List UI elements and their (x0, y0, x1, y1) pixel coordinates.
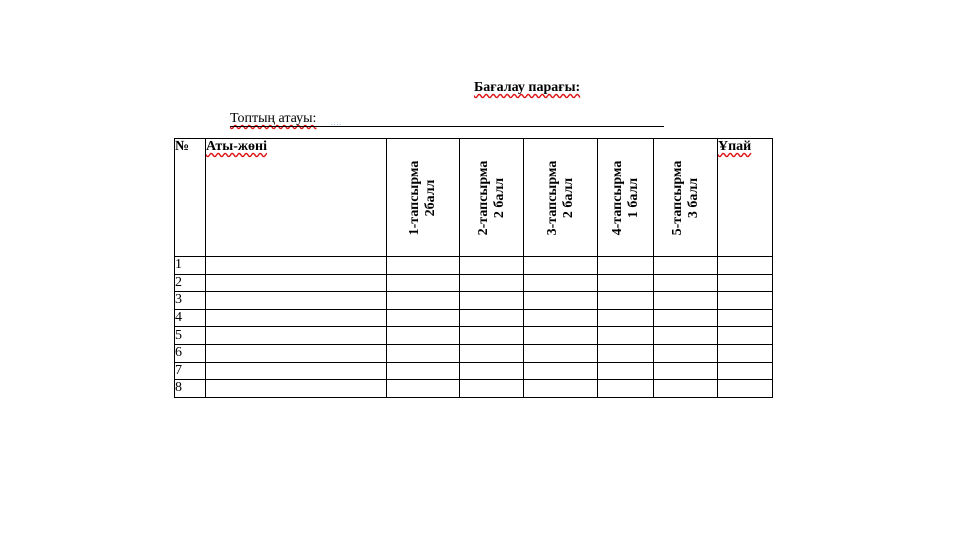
name-cell[interactable] (206, 274, 387, 292)
task-2-cell[interactable] (460, 362, 524, 380)
table-row (175, 257, 773, 275)
task-1-points: 2балл (423, 179, 438, 216)
score-cell[interactable] (718, 257, 773, 275)
name-cell[interactable] (206, 309, 387, 327)
grading-table (174, 138, 773, 398)
task-2-name: 2-тапсырма (475, 160, 491, 235)
task-3-cell[interactable] (524, 257, 598, 275)
row-number: 4 (175, 309, 206, 327)
group-name-line (230, 126, 664, 127)
score-cell[interactable] (718, 309, 773, 327)
task-2-cell[interactable] (460, 257, 524, 275)
task-3-cell[interactable] (524, 362, 598, 380)
sheet-title: Бағалау парағы: (474, 80, 581, 95)
table-row (175, 380, 773, 398)
task-5-cell[interactable] (654, 327, 718, 345)
name-cell[interactable] (206, 292, 387, 310)
row-number: 8 (175, 380, 206, 398)
task-5-cell[interactable] (654, 344, 718, 362)
score-header (718, 139, 773, 257)
row-number: 5 (175, 327, 206, 345)
task-2-cell[interactable] (460, 344, 524, 362)
table-row (175, 344, 773, 362)
task-4-cell[interactable] (598, 344, 654, 362)
table-row (175, 274, 773, 292)
task-1-cell[interactable] (387, 292, 460, 310)
task-5-header (654, 139, 718, 257)
task-2-points: 2 балл (491, 177, 507, 218)
task-5-name: 5-тапсырма (669, 160, 685, 235)
task-3-cell[interactable] (524, 274, 598, 292)
table-row (175, 309, 773, 327)
task-4-name: 4-тапсырма (609, 160, 625, 235)
row-number: 1 (175, 257, 206, 275)
task-5-cell[interactable] (654, 380, 718, 398)
task-1-cell[interactable] (387, 309, 460, 327)
row-number: 2 (175, 274, 206, 292)
task-2-cell[interactable] (460, 274, 524, 292)
number-header: № (175, 139, 206, 257)
row-number: 7 (175, 362, 206, 380)
task-5-cell[interactable] (654, 309, 718, 327)
task-4-cell[interactable] (598, 309, 654, 327)
name-cell[interactable] (206, 362, 387, 380)
task-5-cell[interactable] (654, 292, 718, 310)
task-4-points: 1 балл (625, 177, 641, 218)
score-header-label: Ұпай (718, 139, 752, 154)
task-4-header (598, 139, 654, 257)
task-4-cell[interactable] (598, 327, 654, 345)
task-1-cell[interactable] (387, 327, 460, 345)
row-number: 6 (175, 344, 206, 362)
table-row (175, 362, 773, 380)
table-row (175, 292, 773, 310)
task-5-points: 3 балл (685, 177, 701, 218)
task-3-cell[interactable] (524, 380, 598, 398)
task-4-cell[interactable] (598, 380, 654, 398)
task-1-cell[interactable] (387, 274, 460, 292)
task-5-cell[interactable] (654, 257, 718, 275)
task-5-cell[interactable] (654, 274, 718, 292)
task-1-cell[interactable] (387, 257, 460, 275)
group-name-label: Топтың атауы: (230, 111, 317, 126)
row-number: 3 (175, 292, 206, 310)
task-1-cell[interactable] (387, 380, 460, 398)
score-cell[interactable] (718, 362, 773, 380)
name-cell[interactable] (206, 327, 387, 345)
task-3-header (524, 139, 598, 257)
name-cell[interactable] (206, 344, 387, 362)
task-5-cell[interactable] (654, 362, 718, 380)
table-row (175, 327, 773, 345)
task-4-cell[interactable] (598, 274, 654, 292)
score-cell[interactable] (718, 327, 773, 345)
task-2-cell[interactable] (460, 309, 524, 327)
group-name-dots: .... (331, 119, 342, 127)
name-cell[interactable] (206, 257, 387, 275)
task-4-cell[interactable] (598, 362, 654, 380)
task-2-cell[interactable] (460, 327, 524, 345)
name-header (206, 139, 387, 257)
score-cell[interactable] (718, 344, 773, 362)
group-name-field[interactable] (230, 111, 664, 127)
task-4-cell[interactable] (598, 292, 654, 310)
task-4-cell[interactable] (598, 257, 654, 275)
score-cell[interactable] (718, 380, 773, 398)
task-3-points: 2 балл (560, 177, 576, 218)
score-cell[interactable] (718, 274, 773, 292)
score-cell[interactable] (718, 292, 773, 310)
task-1-name: 1-тапсырма (407, 160, 422, 235)
task-2-cell[interactable] (460, 380, 524, 398)
task-1-header (387, 139, 460, 257)
task-1-cell[interactable] (387, 362, 460, 380)
task-2-header (460, 139, 524, 257)
name-cell[interactable] (206, 380, 387, 398)
task-3-cell[interactable] (524, 292, 598, 310)
header-row (175, 139, 773, 257)
task-3-cell[interactable] (524, 344, 598, 362)
task-3-name: 3-тапсырма (544, 160, 560, 235)
task-2-cell[interactable] (460, 292, 524, 310)
task-1-cell[interactable] (387, 344, 460, 362)
task-3-cell[interactable] (524, 327, 598, 345)
task-3-cell[interactable] (524, 309, 598, 327)
name-header-label: Аты-жөні (206, 139, 267, 154)
